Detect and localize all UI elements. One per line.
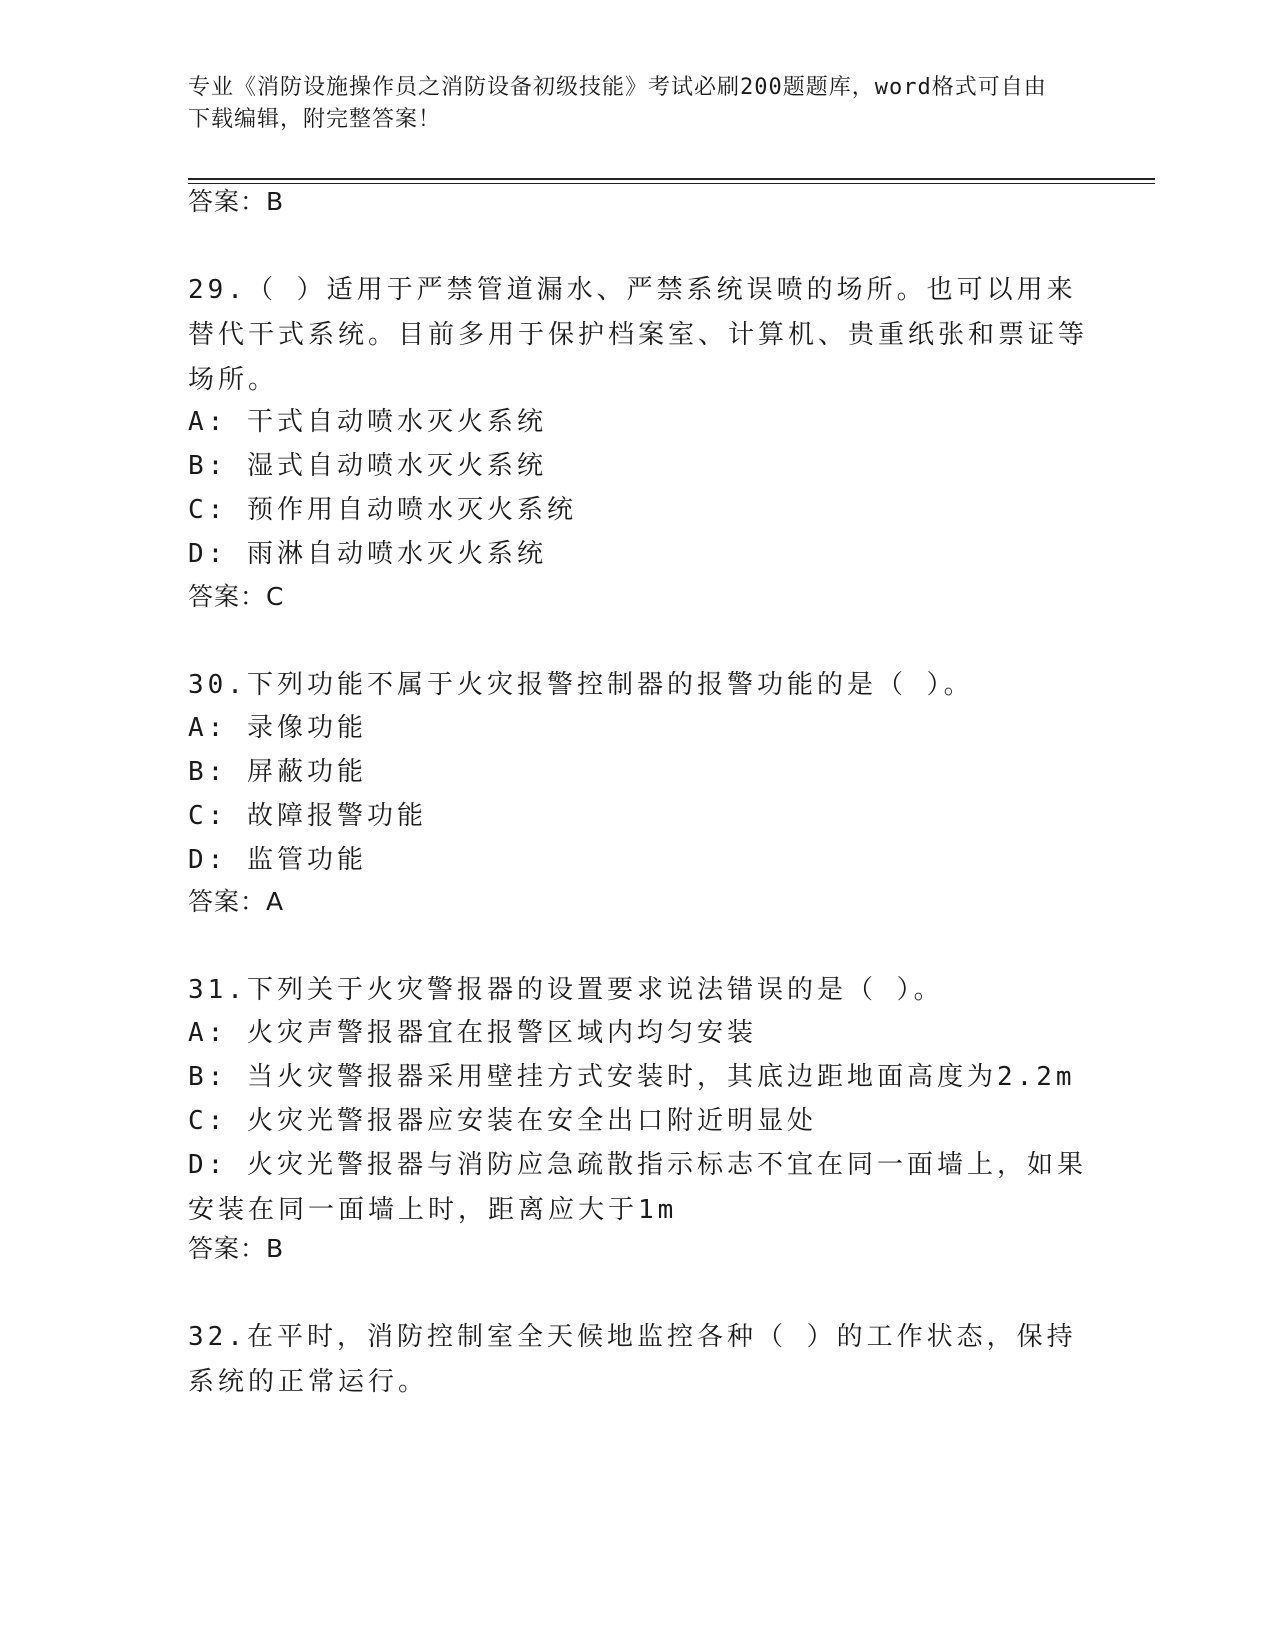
question-30: 30.下列功能不属于火灾报警控制器的报警功能的是（ ）。 [188, 670, 974, 700]
option-31-a: A: 火灾声警报器宜在报警区域内均匀安装 [188, 1018, 757, 1048]
option-30-a: A: 录像功能 [188, 713, 367, 743]
option-31-c: C: 火灾光警报器应安装在安全出口附近明显处 [188, 1106, 817, 1136]
option-29-b: B: 湿式自动喷水灭火系统 [188, 451, 547, 481]
option-31-d: D: 火灾光警报器与消防应急疏散指示标志不宜在同一面墙上，如果安装在同一面墙上时，距离应大于1m [188, 1150, 1087, 1225]
answer-28: 答案：B [188, 187, 285, 216]
question-31: 31.下列关于火灾警报器的设置要求说法错误的是（ ）。 [188, 975, 944, 1005]
option-30-c: C: 故障报警功能 [188, 801, 427, 831]
header-divider-thick [188, 178, 1155, 180]
question-29: 29.（ ）适用于严禁管道漏水、严禁系统误喷的场所。也可以用来替代干式系统。目前多用于保护档案室、计算机、贵重纸张和票证等场所。 [188, 275, 1089, 395]
option-29-c: C: 预作用自动喷水灭火系统 [188, 495, 577, 525]
answer-29: 答案：C [188, 582, 285, 611]
option-29-d: D: 雨淋自动喷水灭火系统 [188, 539, 547, 569]
option-30-b: B: 屏蔽功能 [188, 757, 367, 787]
option-30-d: D: 监管功能 [188, 845, 367, 875]
question-32: 32.在平时，消防控制室全天候地监控各种（ ）的工作状态，保持系统的正常运行。 [188, 1322, 1077, 1397]
document-header: 专业《消防设施操作员之消防设备初级技能》考试必刷200题题库，word格式可自由下载编辑，附完整答案！ [188, 75, 1047, 132]
option-29-a: A: 干式自动喷水灭火系统 [188, 407, 547, 437]
answer-31: 答案：B [188, 1234, 285, 1263]
answer-30: 答案：A [188, 887, 285, 916]
option-31-b: B: 当火灾警报器采用壁挂方式安装时，其底边距地面高度为2.2m [188, 1062, 1076, 1092]
